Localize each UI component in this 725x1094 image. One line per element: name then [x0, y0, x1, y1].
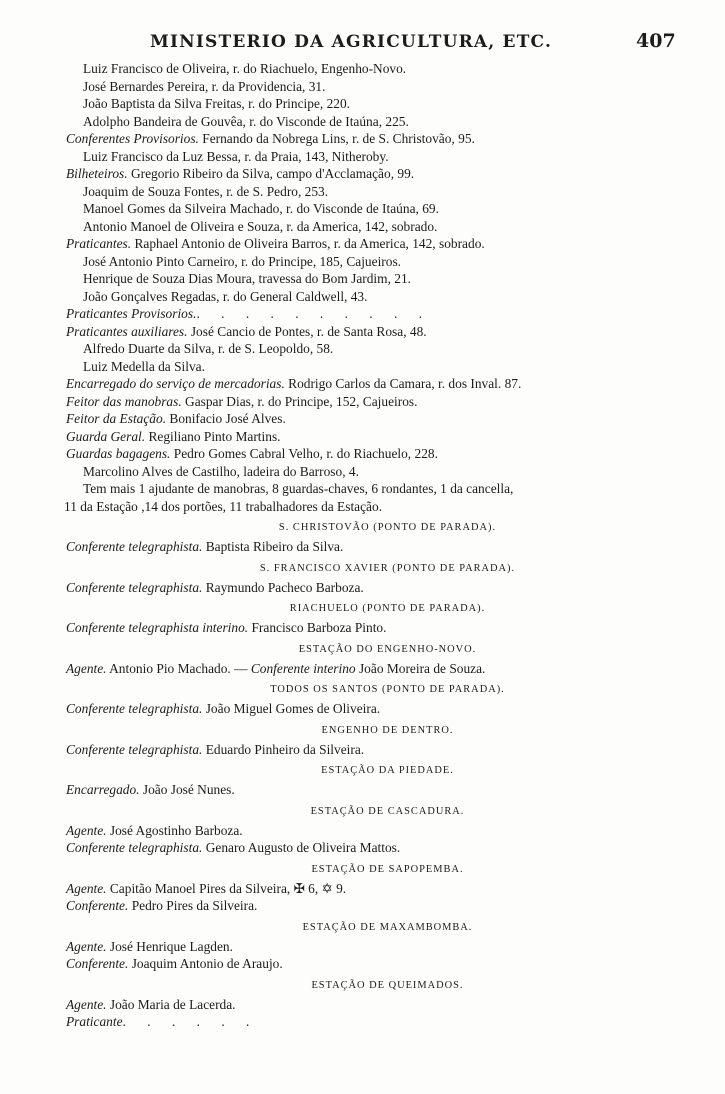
role-label: Agente.: [66, 822, 107, 838]
entry-text: Marcolino Alves de Castilho, ladeira do Barroso, 4.: [83, 463, 359, 479]
entry-text: João Moreira de Souza.: [355, 660, 486, 676]
entry-text: Francisco Barboza Pinto.: [248, 620, 387, 635]
entry-text: Raphael Antonio de Oliveira Barros, r. da America, 142, sobrado.: [131, 236, 485, 251]
heading-text: TODOS OS SANTOS (PONTO DE PARADA).: [270, 684, 505, 695]
heading-text: ESTAÇÃO DE MAXAMBOMBA.: [302, 921, 473, 933]
entry-line: [0, 78, 725, 96]
entry-text: Capitão Manoel Pires da Silveira, ✠ 6, ✡ 9.: [106, 880, 347, 896]
role-label: Praticantes.: [66, 236, 132, 251]
entry-line: [0, 305, 725, 323]
entry-line: [0, 113, 725, 131]
entry-line: [0, 375, 725, 393]
entry-text: João José Nunes.: [139, 782, 235, 797]
role-label: Agente.: [66, 996, 107, 1012]
section-heading: [0, 975, 725, 996]
section-heading: [0, 917, 725, 938]
heading-text: ESTAÇÃO DE QUEIMADOS.: [311, 979, 464, 991]
section-heading: [0, 517, 725, 538]
section-heading: [0, 558, 725, 579]
entry-line: [0, 938, 725, 956]
heading-text: ESTAÇÃO DO ENGENHO-NOVO.: [298, 643, 477, 655]
entry-line: [0, 95, 725, 113]
entry-text: Eduardo Pinheiro da Silveira.: [202, 741, 365, 757]
entry-text: João Maria de Lacerda.: [106, 996, 236, 1012]
entry-line: [0, 897, 725, 915]
running-title: MINISTERIO DA AGRICULTURA, ETC.: [150, 32, 553, 52]
section-heading: [0, 760, 725, 781]
entry-text: João Miguel Gomes de Oliveira.: [202, 701, 381, 716]
entry-line: [0, 579, 725, 597]
role-label: Praticantes auxiliares.: [66, 323, 188, 339]
entry-line: [0, 480, 725, 498]
entry-text: Alfredo Duarte da Silva, r. de S. Leopoldo, 58.: [83, 341, 334, 356]
entry-line: [0, 235, 725, 253]
entry-text: Gaspar Dias, r. do Principe, 152, Cajueiros.: [181, 393, 418, 409]
role-label: Encarregado.: [66, 782, 140, 797]
heading-text: S. FRANCISCO XAVIER (PONTO DE PARADA).: [259, 562, 516, 574]
entry-line: [0, 60, 725, 78]
entry-line: [0, 781, 725, 799]
entry-text: João Baptista da Silva Freitas, r. do Principe, 220.: [83, 96, 351, 111]
entry-line: [0, 270, 725, 288]
entry-text: Baptista Ribeiro da Silva.: [202, 539, 344, 554]
entry-text: José Bernardes Pereira, r. da Providencia, 31.: [83, 78, 326, 94]
entry-line: [0, 700, 725, 718]
entry-line: [0, 393, 725, 411]
entry-text: Gregorio Ribeiro da Silva, campo d'Acclamação, 99.: [127, 166, 415, 181]
page-header: [0, 28, 725, 58]
entry-text: Rodrigo Carlos da Camara, r. dos Inval. 87.: [284, 376, 522, 391]
entry-line: [0, 660, 725, 678]
entry-text: Bonifacio José Alves.: [166, 411, 286, 426]
entry-text: Manoel Gomes da Silveira Machado, r. do Visconde de Itaúna, 69.: [83, 201, 439, 216]
entry-text: Pedro Pires da Silveira.: [128, 898, 258, 913]
entry-line: [0, 253, 725, 271]
entry-line: [0, 130, 725, 148]
entry-line: [0, 410, 725, 428]
role-label: Agente.: [66, 660, 107, 676]
entry-text: Regiliano Pinto Martins.: [145, 428, 281, 444]
entry-text: Fernando da Nobrega Lins, r. de S. Christovão, 95.: [198, 131, 475, 146]
entry-text: Antonio Manoel de Oliveira e Souza, r. da America, 142, sobrado.: [83, 218, 438, 234]
entry-line: [0, 619, 725, 637]
section-heading: [0, 801, 725, 822]
entry-text: Joaquim Antonio de Araujo.: [128, 956, 283, 971]
role-label: Feitor da Estação.: [66, 411, 167, 426]
role-label: Feitor das manobras.: [66, 393, 182, 409]
listing-body: [0, 60, 725, 1031]
role-label: Praticantes Provisorios.: [66, 306, 197, 321]
section-heading: [0, 639, 725, 660]
entry-line: [0, 218, 725, 236]
entry-line: [0, 428, 725, 446]
entry-line: [0, 741, 725, 759]
section-heading: [0, 720, 725, 741]
heading-text: ENGENHO DE DENTRO.: [321, 724, 454, 736]
entry-line: [0, 340, 725, 358]
role-label: Conferente telegraphista interino.: [66, 620, 249, 635]
entry-text: Tem mais 1 ajudante de manobras, 8 guardas-chaves, 6 rondantes, 1 da cancella,: [83, 481, 514, 496]
role-label: Bilheteiros.: [66, 166, 128, 181]
role-label: Conferente interino: [250, 660, 356, 676]
role-label: Guardas bagagens.: [66, 446, 171, 461]
entry-text: José Antonio Pinto Carneiro, r. do Principe, 185, Cajueiros.: [83, 253, 402, 269]
entry-text: Henrique de Souza Dias Moura, travessa do Bom Jardim, 21.: [83, 271, 411, 286]
role-label: Conferente telegraphista.: [66, 840, 203, 855]
role-label: Conferente.: [66, 956, 129, 971]
heading-text: RIACHUELO (PONTO DE PARADA).: [289, 603, 486, 614]
role-label: Praticante: [66, 1014, 123, 1029]
entry-line: [0, 880, 725, 898]
heading-text: ESTAÇÃO DE SAPOPEMBA.: [311, 863, 464, 875]
entry-text: Antonio Pio Machado. —: [106, 660, 251, 676]
entry-line: [0, 839, 725, 857]
entry-line: [0, 445, 725, 463]
role-label: Conferente.: [66, 898, 129, 913]
role-label: Encarregado do serviço de mercadorias.: [66, 376, 285, 391]
entry-line: [0, 358, 725, 376]
heading-text: ESTAÇÃO DA PIEDADE.: [321, 765, 454, 776]
entry-line: [0, 200, 725, 218]
section-heading: [0, 859, 725, 880]
entry-text: Pedro Gomes Cabral Velho, r. do Riachuelo, 228.: [170, 446, 438, 461]
entry-line: [0, 165, 725, 183]
role-label: Agente.: [66, 938, 107, 954]
leader-dots: . . . . . . . . . .: [196, 306, 432, 321]
entry-line: [0, 996, 725, 1014]
entry-line: [0, 538, 725, 556]
role-label: Agente.: [66, 880, 107, 896]
role-label: Conferente telegraphista.: [66, 741, 203, 757]
section-heading: [0, 679, 725, 700]
entry-line: [0, 148, 725, 166]
entry-line: [0, 498, 725, 516]
entry-text: Joaquim de Souza Fontes, r. de S. Pedro, 253.: [83, 183, 329, 199]
page-number: 407: [636, 30, 676, 52]
entry-line: [0, 463, 725, 481]
entry-line: [0, 288, 725, 306]
entry-text: Adolpho Bandeira de Gouvêa, r. do Visconde de Itaúna, 225.: [83, 113, 409, 129]
entry-text: Raymundo Pacheco Barboza.: [202, 579, 364, 595]
role-label: Guarda Geral.: [66, 428, 146, 444]
entry-text: Luiz Francisco da Luz Bessa, r. da Praia, 143, Nitheroby.: [83, 148, 389, 164]
heading-text: ESTAÇÃO DE CASCADURA.: [310, 805, 465, 817]
entry-text: João Gonçalves Regadas, r. do General Caldwell, 43.: [83, 288, 368, 304]
role-label: Conferente telegraphista.: [66, 579, 203, 595]
role-label: Conferente telegraphista.: [66, 701, 203, 716]
entry-text: José Agostinho Barboza.: [106, 822, 243, 838]
entry-text: 11 da Estação ,14 dos portões, 11 trabalhadores da Estação.: [64, 498, 383, 514]
heading-text: S. CHRISTOVÃO (PONTO DE PARADA).: [278, 522, 497, 533]
section-heading: [0, 598, 725, 619]
role-label: Conferentes Provisorios.: [66, 131, 199, 146]
entry-text: José Cancio de Pontes, r. de Santa Rosa, 48.: [187, 323, 427, 339]
entry-line: [0, 822, 725, 840]
entry-line: [0, 183, 725, 201]
entry-text: Luiz Francisco de Oliveira, r. do Riachuelo, Engenho-Novo.: [83, 61, 407, 76]
role-label: Conferente telegraphista.: [66, 539, 203, 554]
leader-dots: . . . . . .: [122, 1014, 259, 1029]
entry-line: [0, 955, 725, 973]
entry-line: [0, 1013, 725, 1031]
entry-line: [0, 323, 725, 341]
entry-text: Luiz Medella da Silva.: [83, 358, 205, 374]
entry-text: Genaro Augusto de Oliveira Mattos.: [202, 840, 401, 855]
entry-text: José Henrique Lagden.: [106, 938, 233, 954]
